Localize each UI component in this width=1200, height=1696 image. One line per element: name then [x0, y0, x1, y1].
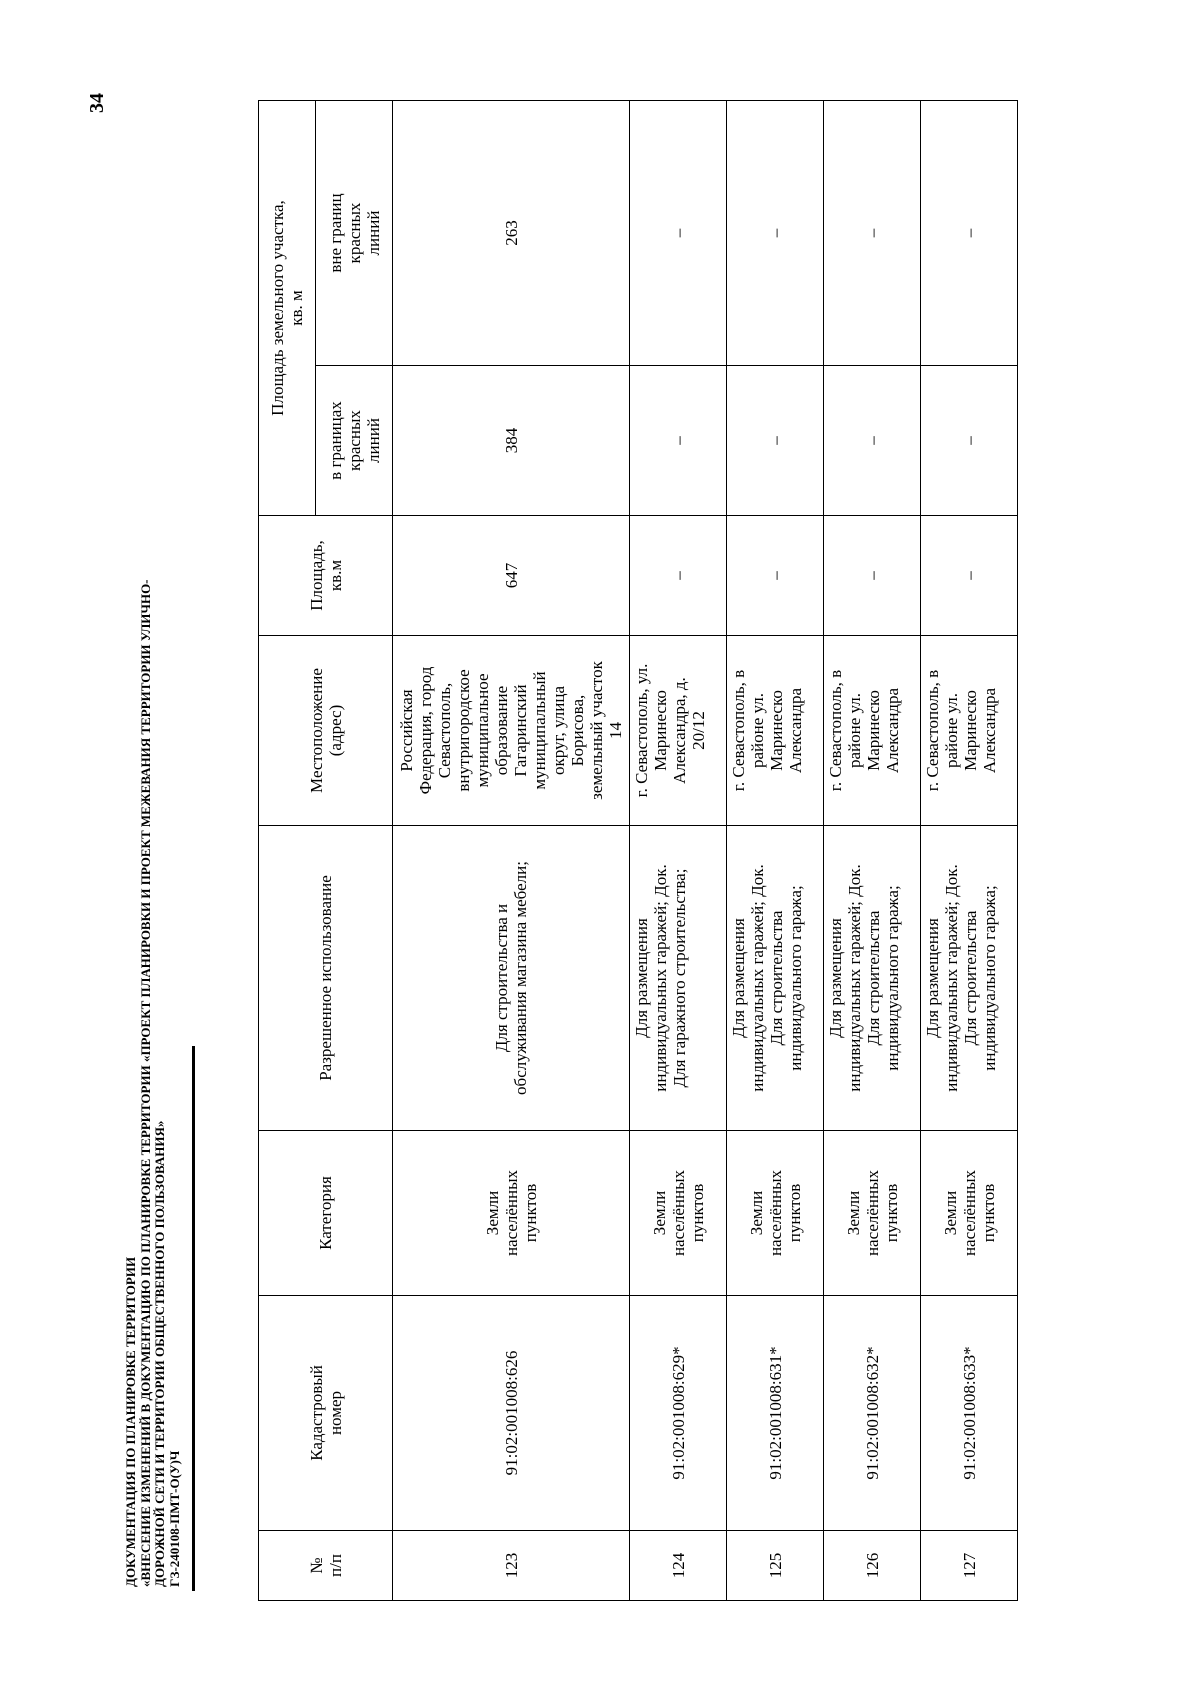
cell-permitted-use: Для размещения индивидуальных гаражей; Док. Для гаражного строительства; — [630, 826, 727, 1131]
header-area: Площадь, кв.м — [259, 516, 393, 636]
document-page — [80, 53, 1120, 1643]
table-row — [630, 101, 727, 1601]
cell-location: г. Севастополь, в районе ул. Маринеско Александра — [727, 636, 824, 826]
cell-cadastral-number: 91:02:001008:632* — [824, 1296, 921, 1531]
cell-permitted-use: Для размещения индивидуальных гаражей; Док. Для строительства индивидуального гаража; — [921, 826, 1018, 1131]
cell-cadastral-number: 91:02:001008:629* — [630, 1296, 727, 1531]
cell-inside-red-lines: – — [824, 366, 921, 516]
cell-num: 123 — [393, 1531, 630, 1601]
document-header — [123, 579, 182, 1587]
header-location: Местоположение (адрес) — [259, 636, 393, 826]
cell-outside-red-lines: – — [630, 101, 727, 366]
cell-cadastral-number: 91:02:001008:633* — [921, 1296, 1018, 1531]
cell-category: Земли населённых пунктов — [824, 1131, 921, 1296]
cell-permitted-use: Для строительства и обслуживания магазина мебели; — [393, 826, 630, 1131]
cell-outside-red-lines: – — [921, 101, 1018, 366]
cell-num: 126 — [824, 1531, 921, 1601]
land-plot-table — [258, 100, 1018, 1601]
cell-permitted-use: Для размещения индивидуальных гаражей; Док. Для строительства индивидуального гаража; — [727, 826, 824, 1131]
cell-num: 127 — [921, 1531, 1018, 1601]
page-number: 34 — [86, 93, 108, 113]
cell-category: Земли населённых пунктов — [727, 1131, 824, 1296]
cell-inside-red-lines: – — [727, 366, 824, 516]
header-line: ГЗ-240108-ПМТ-О(У)Ч — [166, 1450, 182, 1587]
cell-permitted-use: Для размещения индивидуальных гаражей; Док. Для строительства индивидуального гаража; — [824, 826, 921, 1131]
header-num: № п/п — [259, 1531, 393, 1601]
cell-location: Российская Федерация, город Севастополь, внутригородское муниципальное образование Гагаринский муниципальный округ, улица Борисова, земельный участок 14 — [393, 636, 630, 826]
cell-area: – — [921, 516, 1018, 636]
header-line: «ВНЕСЕНИЕ ИЗМЕНЕНИЙ В ДОКУМЕНТАЦИЮ ПО ПЛАНИРОВКЕ ТЕРРИТОРИИ «ПРОЕКТ ПЛАНИРОВКИ И ПРОЕКТ МЕЖЕВАНИЯ ТЕРРИТОРИИ УЛИЧНО- — [137, 579, 153, 1587]
cell-location: г. Севастополь, ул. Маринеско Александра, д. 20/12 — [630, 636, 727, 826]
cell-area: – — [630, 516, 727, 636]
cell-cadastral-number: 91:02:001008:626 — [393, 1296, 630, 1531]
cell-category: Земли населённых пунктов — [393, 1131, 630, 1296]
cell-area: – — [727, 516, 824, 636]
header-outside-red-lines: вне границ красных линий — [316, 101, 393, 366]
cell-area: – — [824, 516, 921, 636]
table-header-row — [259, 101, 316, 1601]
cell-category: Земли населённых пунктов — [921, 1131, 1018, 1296]
cell-outside-red-lines: – — [824, 101, 921, 366]
header-cadastral-number: Кадастровый номер — [259, 1296, 393, 1531]
cell-inside-red-lines: – — [630, 366, 727, 516]
cell-outside-red-lines: – — [727, 101, 824, 366]
table-row — [393, 101, 630, 1601]
header-line: ДОКУМЕНТАЦИЯ ПО ПЛАНИРОВКЕ ТЕРРИТОРИИ — [123, 1256, 138, 1587]
cell-category: Земли населённых пунктов — [630, 1131, 727, 1296]
cell-location: г. Севастополь, в районе ул. Маринеско Александра — [824, 636, 921, 826]
cell-cadastral-number: 91:02:001008:631* — [727, 1296, 824, 1531]
header-permitted-use: Разрешенное использование — [259, 826, 393, 1131]
table-row — [921, 101, 1018, 1601]
cell-area: 647 — [393, 516, 630, 636]
cell-num: 124 — [630, 1531, 727, 1601]
header-category: Категория — [259, 1131, 393, 1296]
table-row — [824, 101, 921, 1601]
header-inside-red-lines: в границах красных линий — [316, 366, 393, 516]
header-divider — [192, 1046, 195, 1591]
table-row — [727, 101, 824, 1601]
header-land-area-group: Площадь земельного участка, кв. м — [259, 101, 316, 516]
cell-location: г. Севастополь, в районе ул. Маринеско Александра — [921, 636, 1018, 826]
cell-num: 125 — [727, 1531, 824, 1601]
cell-inside-red-lines: – — [921, 366, 1018, 516]
cell-outside-red-lines: 263 — [393, 101, 630, 366]
cell-inside-red-lines: 384 — [393, 366, 630, 516]
header-line: ДОРОЖНОЙ СЕТИ И ТЕРРИТОРИИ ОБЩЕСТВЕННОГО ПОЛЬЗОВАНИЯ» — [152, 1120, 167, 1587]
